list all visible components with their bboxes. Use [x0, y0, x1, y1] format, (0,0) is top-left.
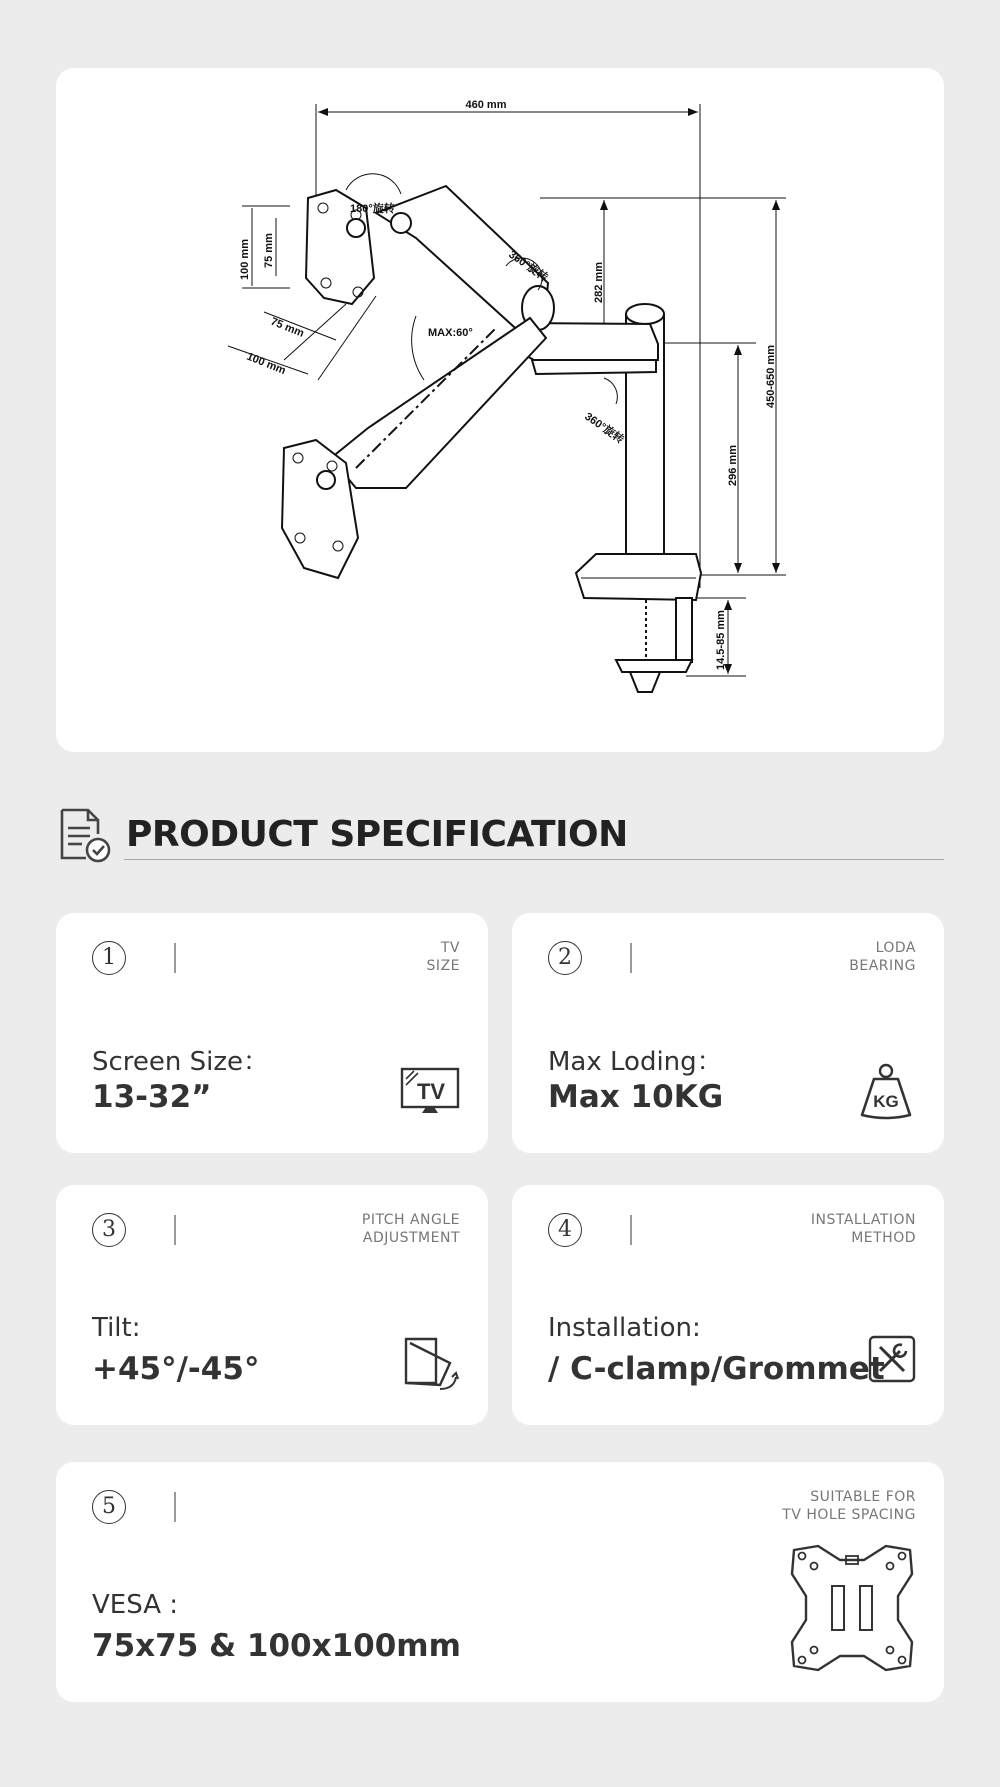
spec-category: PITCH ANGLE ADJUSTMENT: [361, 1212, 460, 1246]
spec-category: TV SIZE: [426, 940, 460, 974]
dim-width-460: 460 mm: [465, 99, 507, 111]
spec-number: 3: [92, 1213, 126, 1247]
spec-label: VESA :: [92, 1590, 179, 1620]
spec-card-tv-size: [56, 913, 488, 1153]
monitor-arm-diagram: [56, 68, 944, 752]
dim-height-296: 296 mm: [727, 445, 739, 486]
spec-value: +45°/-45°: [92, 1351, 260, 1387]
spec-label: Max Loding：: [548, 1047, 723, 1077]
spec-number: 2: [548, 941, 582, 975]
dim-vesa-100-diag: 100 mm: [244, 350, 288, 378]
tilt-icon: [400, 1333, 460, 1393]
dim-rotate-360-bottom: 360°旋转: [582, 410, 626, 447]
section-title: PRODUCT SPECIFICATION: [126, 814, 628, 855]
spec-category: INSTALLATION METHOD: [810, 1212, 916, 1246]
dim-height-450-650: 450-650 mm: [765, 345, 777, 408]
vesa-plate-icon: [790, 1544, 914, 1672]
spec-number: 1: [92, 941, 126, 975]
spec-value: 75x75 & 100x100mm: [92, 1628, 461, 1664]
dim-vesa-100-vertical: 100 mm: [239, 239, 251, 280]
spec-category: LODA BEARING: [849, 940, 916, 974]
dim-rotate-180: 180°旋转: [350, 203, 395, 215]
tv-icon: [400, 1061, 460, 1121]
section-header: [56, 804, 944, 866]
dim-rotate-360-top: 360°旋转: [506, 248, 550, 285]
spec-label: Screen Size：: [92, 1047, 270, 1077]
spec-card-installation: [512, 1185, 944, 1425]
spec-value: 13-32”: [92, 1079, 212, 1115]
tools-icon: [868, 1335, 916, 1383]
spec-number: 5: [92, 1490, 126, 1524]
spec-category: SUITABLE FOR TV HOLE SPACING: [782, 1489, 916, 1523]
weight-kg-icon: [856, 1061, 916, 1121]
spec-number: 4: [548, 1213, 582, 1247]
dim-vesa-75-vertical: 75 mm: [263, 233, 275, 268]
divider: [630, 943, 632, 973]
dim-clamp-range: 14.5-85 mm: [715, 610, 727, 670]
tv-icon-text: TV: [416, 1079, 446, 1104]
document-check-icon: [56, 806, 112, 864]
spec-label: Installation:: [548, 1313, 701, 1343]
spec-label: Tilt:: [92, 1313, 141, 1343]
dim-vesa-75-diag: 75 mm: [268, 315, 306, 340]
divider: [174, 1492, 176, 1522]
divider: [630, 1215, 632, 1245]
dim-max-angle: MAX:60°: [428, 327, 473, 339]
section-divider: [124, 859, 944, 860]
divider: [174, 943, 176, 973]
product-diagram-card: [56, 68, 944, 752]
spec-value: Max 10KG: [548, 1079, 724, 1115]
spec-card-vesa: [56, 1462, 944, 1702]
dim-height-282: 282 mm: [593, 262, 605, 303]
spec-card-tilt: [56, 1185, 488, 1425]
spec-card-load-bearing: [512, 913, 944, 1153]
divider: [174, 1215, 176, 1245]
spec-value: / C-clamp/Grommet: [548, 1351, 885, 1387]
kg-icon-text: KG: [873, 1092, 899, 1111]
